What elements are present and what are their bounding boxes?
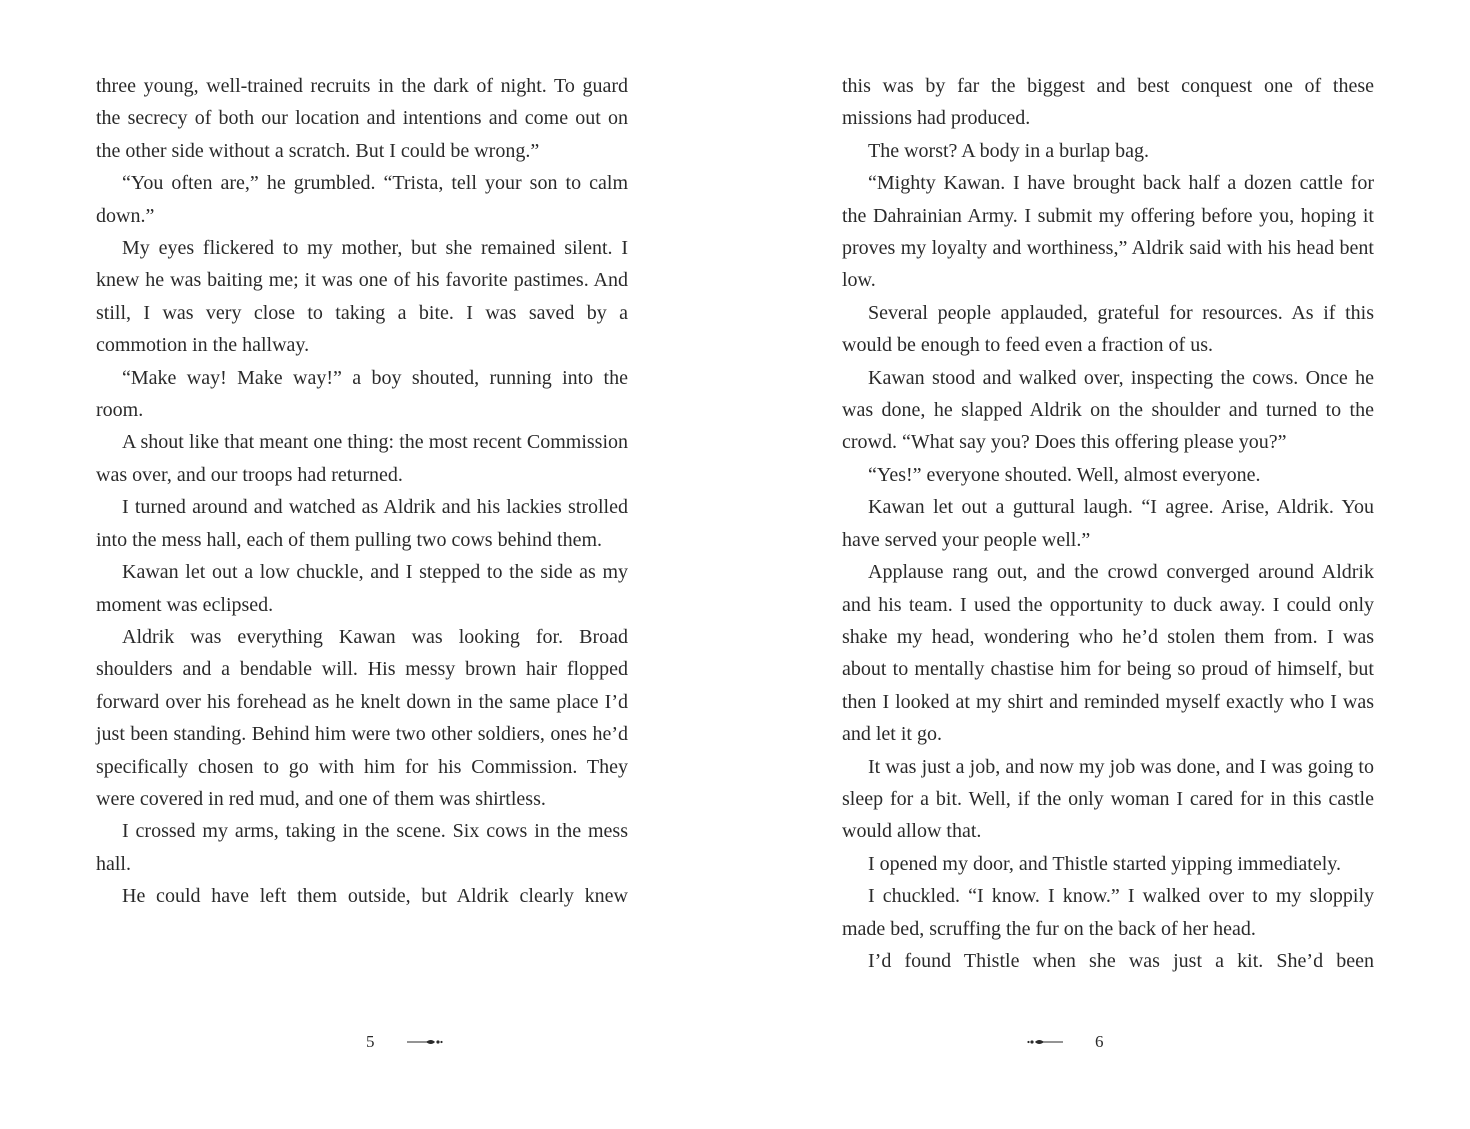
folio-flourish-icon bbox=[407, 1035, 443, 1049]
paragraph: Kawan let out a low chuckle, and I stepped to the side as my moment was eclipsed. bbox=[96, 561, 628, 616]
paragraph: Kawan stood and walked over, inspecting the cows. Once he was done, he slapped Aldrik on the shoulder and turned to the crowd. “What say you? Does this offering please you?” bbox=[842, 366, 1374, 454]
paragraph: “Mighty Kawan. I have brought back half a dozen cattle for the Dahrainian Army. I submit my offering before you, hoping it proves my loyalty and worthiness,” Aldrik said with his head bent low. bbox=[842, 172, 1374, 292]
paragraph: “You often are,” he grumbled. “Trista, tell your son to calm down.” bbox=[96, 172, 628, 227]
page-number-left: 5 bbox=[366, 1032, 375, 1051]
paragraph: A shout like that meant one thing: the most recent Commission was over, and our troops had returned. bbox=[96, 431, 628, 486]
paragraph: “Yes!” everyone shouted. Well, almost everyone. bbox=[868, 463, 1261, 486]
paragraph: three young, well-trained recruits in the dark of night. To guard the secrecy of both our location and intentions and come out on the other side without a scratch. But I could be wrong.” bbox=[96, 75, 628, 162]
page-number-right: 6 bbox=[1095, 1032, 1104, 1051]
paragraph: this was by far the biggest and best conquest one of these missions had produced. bbox=[842, 75, 1374, 130]
paragraph: Several people applauded, grateful for resources. As if this would be enough to feed even a fraction of us. bbox=[842, 301, 1374, 357]
right-page bbox=[842, 70, 1374, 977]
paragraph: Aldrik was everything Kawan was looking for. Broad shoulders and a bendable will. His messy brown hair flopped forward over his forehead as he knelt down in the same place I’d just been standing. Behind him were two other soldiers, ones he’d specifically chosen to go with him for his Commission. They were covered in red mud, and one of them was shirtless. bbox=[96, 625, 628, 810]
right-page-text bbox=[842, 70, 1374, 977]
paragraph: I’d found Thistle when she was just a kit. She’d been bbox=[868, 949, 1374, 972]
paragraph: My eyes flickered to my mother, but she remained silent. I knew he was baiting me; it was one of his favorite pastimes. And still, I was very close to taking a bite. I was saved by a commotion in the hallway. bbox=[96, 237, 628, 357]
paragraph: I turned around and watched as Aldrik and his lackies strolled into the mess hall, each of them pulling two cows behind them. bbox=[96, 496, 628, 551]
paragraph: I crossed my arms, taking in the scene. Six cows in the mess hall. bbox=[96, 820, 628, 875]
paragraph: Applause rang out, and the crowd converged around Aldrik and his team. I used the opportunity to duck away. I could only shake my head, wondering who he’d stolen them from. I was about to mentally chastise him for being so proud of himself, but then I looked at my shirt and reminded myself exactly who I was and let it go. bbox=[842, 561, 1374, 746]
left-page-text bbox=[96, 70, 628, 913]
paragraph: It was just a job, and now my job was done, and I was going to sleep for a bit. Well, if the only woman I cared for in this castle would allow that. bbox=[842, 755, 1374, 843]
paragraph: He could have left them outside, but Aldrik clearly knew bbox=[122, 885, 628, 908]
left-page bbox=[96, 70, 628, 913]
paragraph: Kawan let out a guttural laugh. “I agree. Arise, Aldrik. You have served your people well.” bbox=[842, 496, 1374, 551]
folio-flourish-icon bbox=[1027, 1035, 1063, 1049]
paragraph: “Make way! Make way!” a boy shouted, running into the room. bbox=[96, 366, 628, 422]
paragraph: I opened my door, and Thistle started yipping immediately. bbox=[868, 852, 1341, 875]
paragraph: I chuckled. “I know. I know.” I walked over to my sloppily made bed, scruffing the fur on the back of her head. bbox=[842, 885, 1374, 940]
paragraph: The worst? A body in a burlap bag. bbox=[868, 139, 1150, 162]
